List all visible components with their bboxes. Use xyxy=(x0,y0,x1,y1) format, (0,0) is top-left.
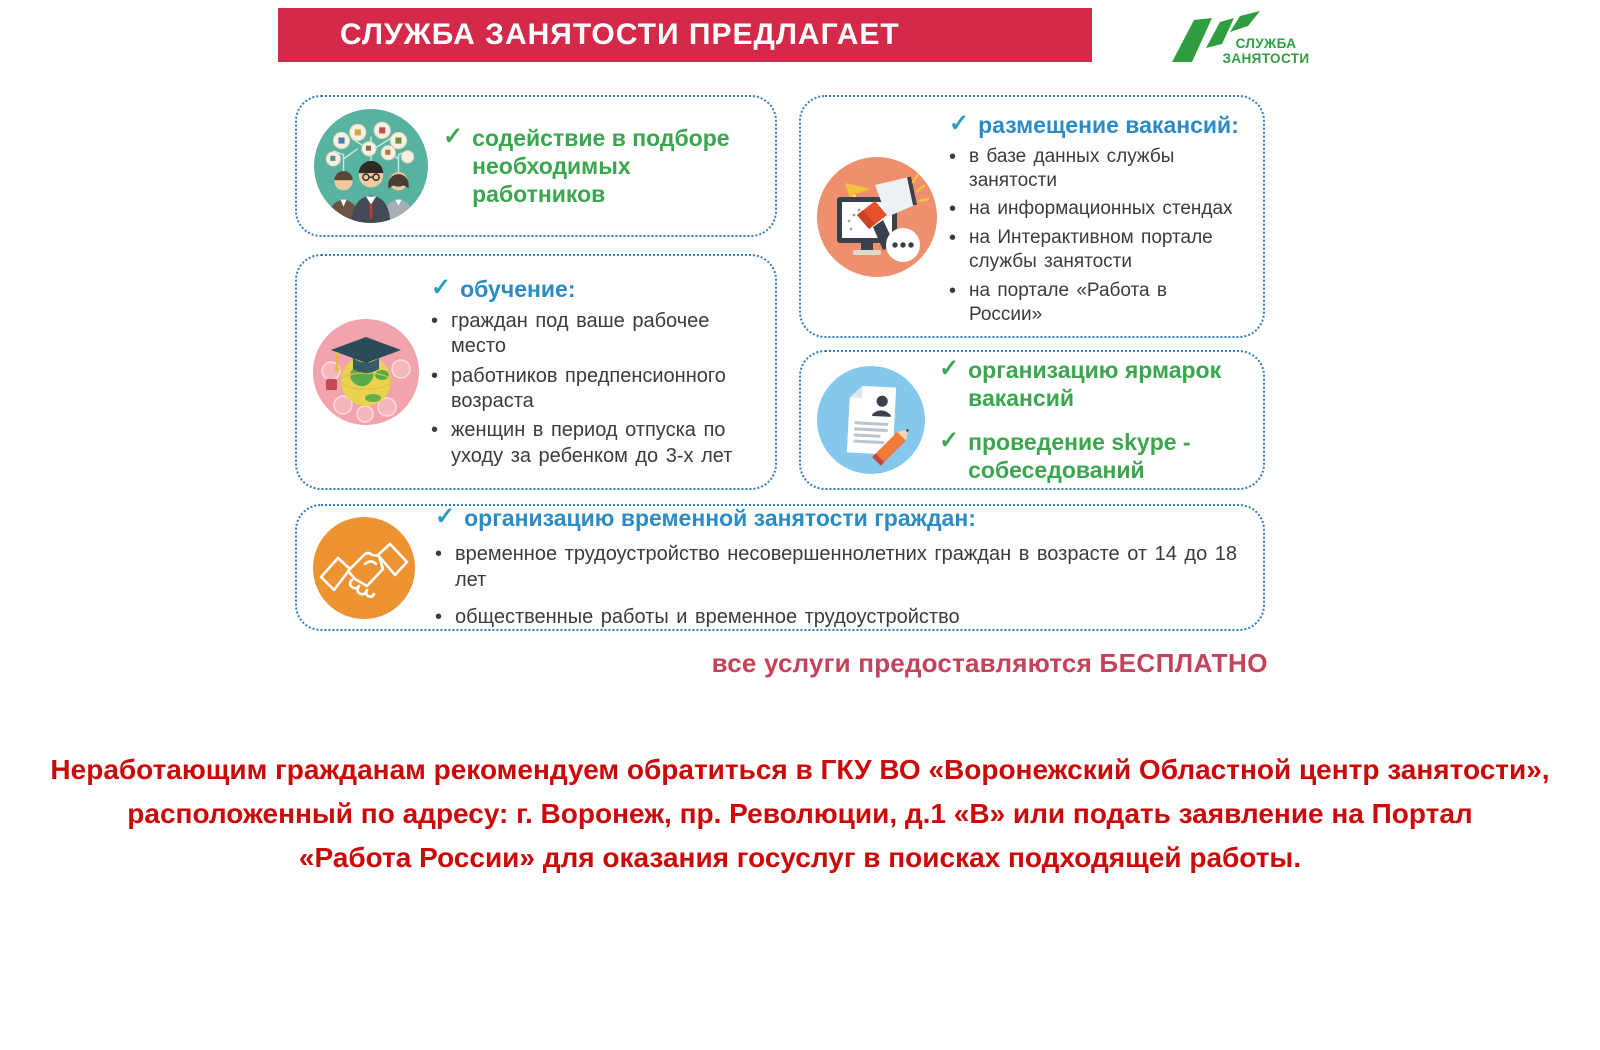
card-title: организацию временной занятости граждан: xyxy=(464,505,976,532)
free-note-text: все услуги предоставляются xyxy=(711,648,1092,678)
footer-line1: Неработающим гражданам рекомендуем обратиться в ГКУ ВО «Воронежский Областной центр занятости», xyxy=(50,754,1550,785)
list-item: • граждан под ваше рабочее место xyxy=(431,309,710,358)
checkmark-icon: ✓ xyxy=(939,354,960,382)
card-body xyxy=(435,504,1245,630)
checkmark-icon: ✓ xyxy=(435,503,456,531)
card-title: размещение вакансий: xyxy=(978,112,1239,138)
card-job-fairs xyxy=(799,350,1265,490)
bullet-icon: • xyxy=(435,606,443,629)
footer-line2: расположенный по адресу: г. Воронеж, пр. Революции, д.1 «В» или подать заявление на Портал xyxy=(127,798,1473,830)
megaphone-monitor-icon xyxy=(817,157,937,277)
header-banner xyxy=(278,8,1092,62)
list-item: • на Интерактивном портале службы занятости xyxy=(949,227,1213,273)
free-note-emphasis: БЕСПЛАТНО xyxy=(1099,648,1268,678)
team-network-icon xyxy=(313,108,429,224)
bullet-icon: • xyxy=(435,543,443,566)
card-vacancy-posting xyxy=(799,95,1265,338)
bullet-icon: • xyxy=(949,227,957,250)
card-title-row xyxy=(431,275,759,303)
card-title-row xyxy=(443,124,759,208)
card-item-row xyxy=(939,356,1247,412)
card-title: содействие в подборе необходимых работников xyxy=(472,124,730,208)
bullet-icon: • xyxy=(431,309,439,332)
card-title-row xyxy=(949,111,1247,139)
card-training xyxy=(295,254,777,490)
bullet-list xyxy=(949,145,1247,327)
list-item: • женщин в период отпуска по уходу за ребенком до 3-х лет xyxy=(431,419,733,467)
bullet-list xyxy=(431,309,759,469)
card-temporary-employment xyxy=(295,504,1265,631)
logo-line2: ЗАНЯТОСТИ xyxy=(1222,51,1310,67)
bullet-icon: • xyxy=(949,146,957,169)
bullet-icon: • xyxy=(949,198,957,221)
resume-pencil-icon xyxy=(817,366,925,474)
card-title-row xyxy=(435,504,1245,532)
list-item: • на портале «Работа в России» xyxy=(949,279,1167,325)
checkmark-icon: ✓ xyxy=(939,427,960,454)
card-item-row xyxy=(939,428,1247,484)
list-item: • на информационных стендах xyxy=(949,198,1233,221)
bullet-icon: • xyxy=(431,364,439,387)
logo-line1: СЛУЖБА xyxy=(1235,36,1297,51)
page-title: СЛУЖБА ЗАНЯТОСТИ ПРЕДЛАГАЕТ xyxy=(340,18,900,51)
card-body xyxy=(939,356,1247,484)
logo-text xyxy=(1216,36,1316,66)
list-item: • временное трудоустройство несовершеннолетних граждан в возрасте от 14 до 18 лет xyxy=(435,543,1237,591)
footer-line3: «Работа России» для оказания госуслуг в поисках подходящей работы. xyxy=(298,842,1302,874)
card-item: проведение skype - собеседований xyxy=(968,429,1191,484)
employment-service-logo xyxy=(1170,8,1320,78)
card-staff-selection xyxy=(295,95,777,237)
handshake-icon xyxy=(313,517,415,619)
card-item: организацию ярмарок вакансий xyxy=(968,356,1222,411)
checkmark-icon: ✓ xyxy=(949,110,970,137)
bullet-icon: • xyxy=(949,279,957,302)
card-title: обучение: xyxy=(460,275,576,302)
list-item: • в базе данных службы занятости xyxy=(949,146,1175,192)
card-body xyxy=(443,124,759,208)
checkmark-icon: ✓ xyxy=(431,273,452,301)
education-globe-icon xyxy=(313,319,419,425)
bullet-list xyxy=(435,542,1245,630)
free-services-note xyxy=(295,648,1268,679)
checkmark-icon: ✓ xyxy=(443,122,464,150)
card-body xyxy=(949,111,1247,327)
list-item: • общественные работы и временное трудоустройство xyxy=(435,606,960,629)
card-body xyxy=(431,275,759,469)
footer-notice xyxy=(40,748,1560,881)
list-item: • работников предпенсионного возраста xyxy=(431,364,726,413)
bullet-icon: • xyxy=(431,419,439,442)
